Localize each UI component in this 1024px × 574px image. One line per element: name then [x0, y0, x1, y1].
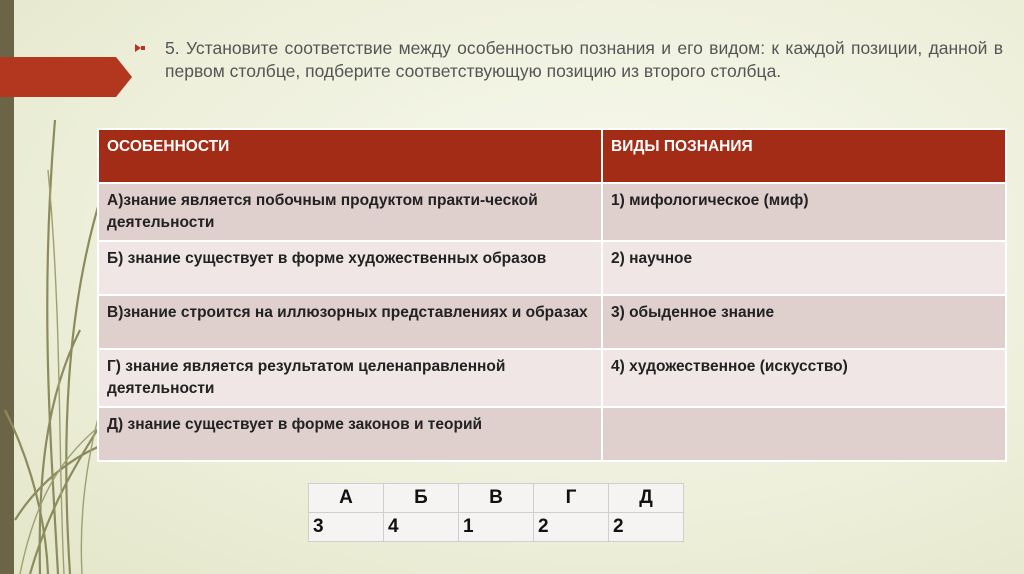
type-cell: 1) мифологическое (миф): [602, 183, 1006, 241]
answer-letter: В: [459, 484, 534, 513]
title-banner-arrow: [0, 57, 132, 97]
arrow-bullet-icon: [135, 43, 145, 53]
heading-text: 5. Установите соответствие между особенностью познания и его видом: к каждой позиции, данной в первом столбце, подберите соответствующую позицию из второго столбца.: [165, 38, 1003, 81]
answer-letter: Б: [384, 484, 459, 513]
type-cell: 2) научное: [602, 241, 1006, 295]
type-cell: [602, 407, 1006, 461]
answer-number: 1: [459, 513, 534, 542]
type-cell: 3) обыденное знание: [602, 295, 1006, 349]
header-features: ОСОБЕННОСТИ: [98, 129, 602, 183]
feature-cell: Б) знание существует в форме художественных образов: [98, 241, 602, 295]
header-knowledge-types: ВИДЫ ПОЗНАНИЯ: [602, 129, 1006, 183]
answer-table: [308, 483, 684, 542]
table-row: [98, 183, 1006, 241]
answer-numbers-row: [309, 513, 684, 542]
answer-number: 3: [309, 513, 384, 542]
task-heading: [135, 37, 1003, 83]
answer-letter: Г: [534, 484, 609, 513]
answer-number: 2: [534, 513, 609, 542]
feature-cell: Д) знание существует в форме законов и теорий: [98, 407, 602, 461]
table-row: [98, 349, 1006, 407]
feature-cell: В)знание строится на иллюзорных представлениях и образах: [98, 295, 602, 349]
feature-cell: А)знание является побочным продуктом практи-ческой деятельности: [98, 183, 602, 241]
table-row: [98, 241, 1006, 295]
type-cell: 4) художественное (искусство): [602, 349, 1006, 407]
answer-number: 4: [384, 513, 459, 542]
answer-letter: Д: [609, 484, 684, 513]
matching-table: [97, 128, 1007, 462]
table-row: [98, 295, 1006, 349]
answer-number: 2: [609, 513, 684, 542]
table-header-row: [98, 129, 1006, 183]
table-row: [98, 407, 1006, 461]
answer-letters-row: [309, 484, 684, 513]
feature-cell: Г) знание является результатом целенаправленной деятельности: [98, 349, 602, 407]
answer-letter: А: [309, 484, 384, 513]
